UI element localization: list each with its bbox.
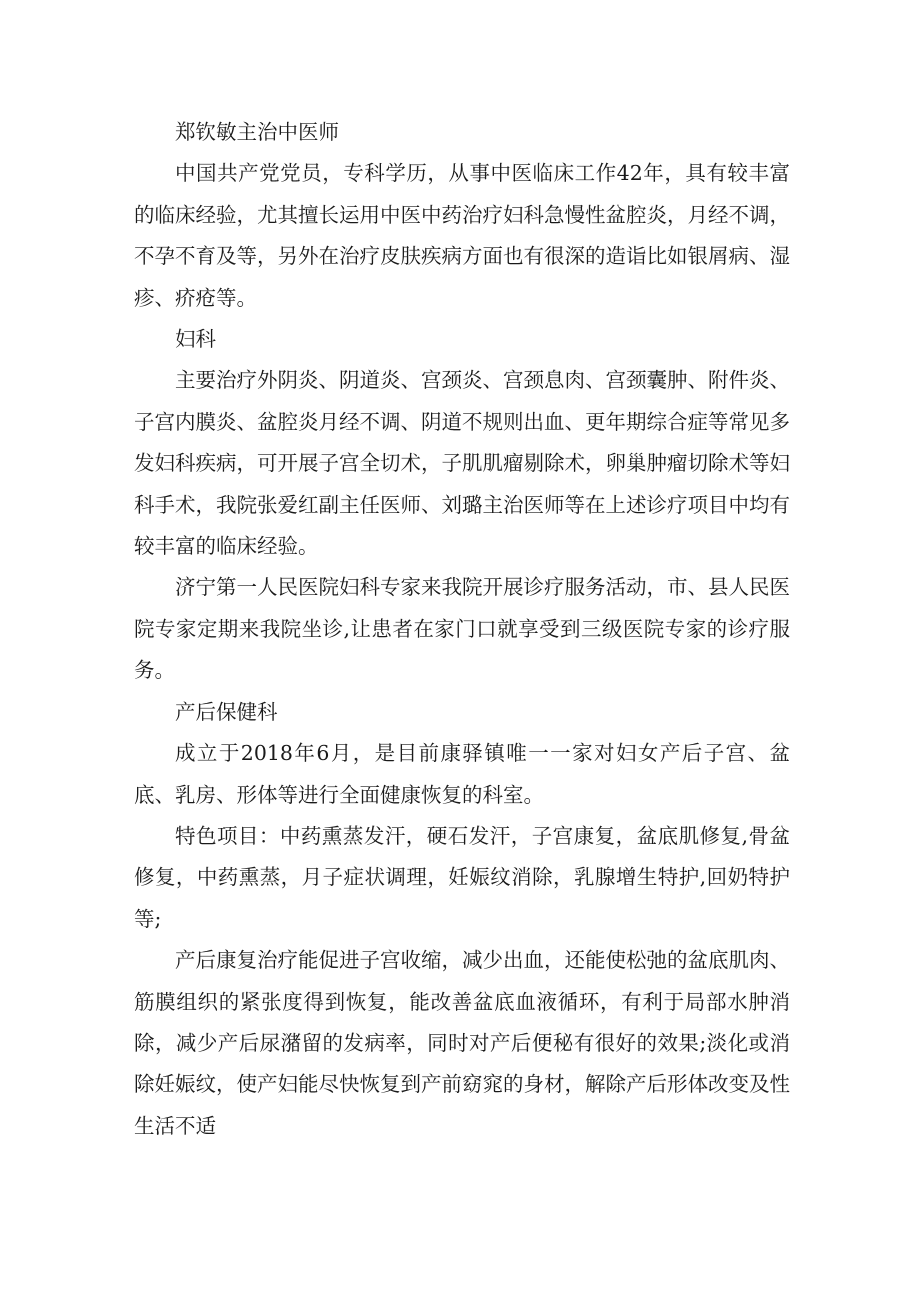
featured-services-paragraph: 特色项目：中药熏蒸发汗，硬石发汗，子宫康复，盆底肌修复,骨盆修复，中药熏蒸，月子症状调理，妊娠纹消除，乳腺增生特护,回奶特护等; bbox=[134, 823, 790, 931]
postpartum-benefits-paragraph: 产后康复治疗能促进子宫收缩，减少出血，还能使松弛的盆底肌肉、筋膜组织的紧张度得到恢复，能改善盆底血液循环，有利于局部水肿消除，减少产后尿潴留的发病率，同时对产后便秘有很好的效果;淡化或消除妊娠纹，使产妇能尽快恢复到产前窈窕的身材，解除产后形体改变及性生活不适 bbox=[134, 948, 790, 1138]
postpartum-care-heading: 产后保健科 bbox=[175, 699, 278, 724]
postpartum-founding-paragraph: 成立于2018年6月，是目前康驿镇唯一一家对妇女产后子宫、盆底、乳房、形体等进行全面健康恢复的科室。 bbox=[134, 741, 790, 807]
visiting-experts-paragraph: 济宁第一人民医院妇科专家来我院开展诊疗服务活动，市、县人民医院专家定期来我院坐诊,让患者在家门口就享受到三级医院专家的诊疗服务。 bbox=[134, 575, 790, 683]
document-body bbox=[134, 112, 790, 1147]
gynecology-heading: 妇科 bbox=[175, 327, 216, 352]
doctor-name-heading: 郑钦敏主治中医师 bbox=[175, 120, 339, 144]
gynecology-services-paragraph: 主要治疗外阴炎、阴道炎、宫颈炎、宫颈息肉、宫颈囊肿、附件炎、子宫内膜炎、盆腔炎月经不调、阴道不规则出血、更年期综合症等常见多发妇科疾病，可开展子宫全切术，子肌肌瘤剔除术，卵巢肿瘤切除术等妇科手术，我院张爱红副主任医师、刘璐主治医师等在上述诊疗项目中均有较丰富的临床经验。 bbox=[134, 368, 790, 559]
doctor-profile-paragraph: 中国共产党党员，专科学历，从事中医临床工作42年，具有较丰富的临床经验，尤其擅长运用中医中药治疗妇科急慢性盆腔炎，月经不调，不孕不育及等，另外在治疗皮肤疾病方面也有很深的造诣比如银屑病、湿疹、疥疮等。 bbox=[134, 161, 790, 310]
